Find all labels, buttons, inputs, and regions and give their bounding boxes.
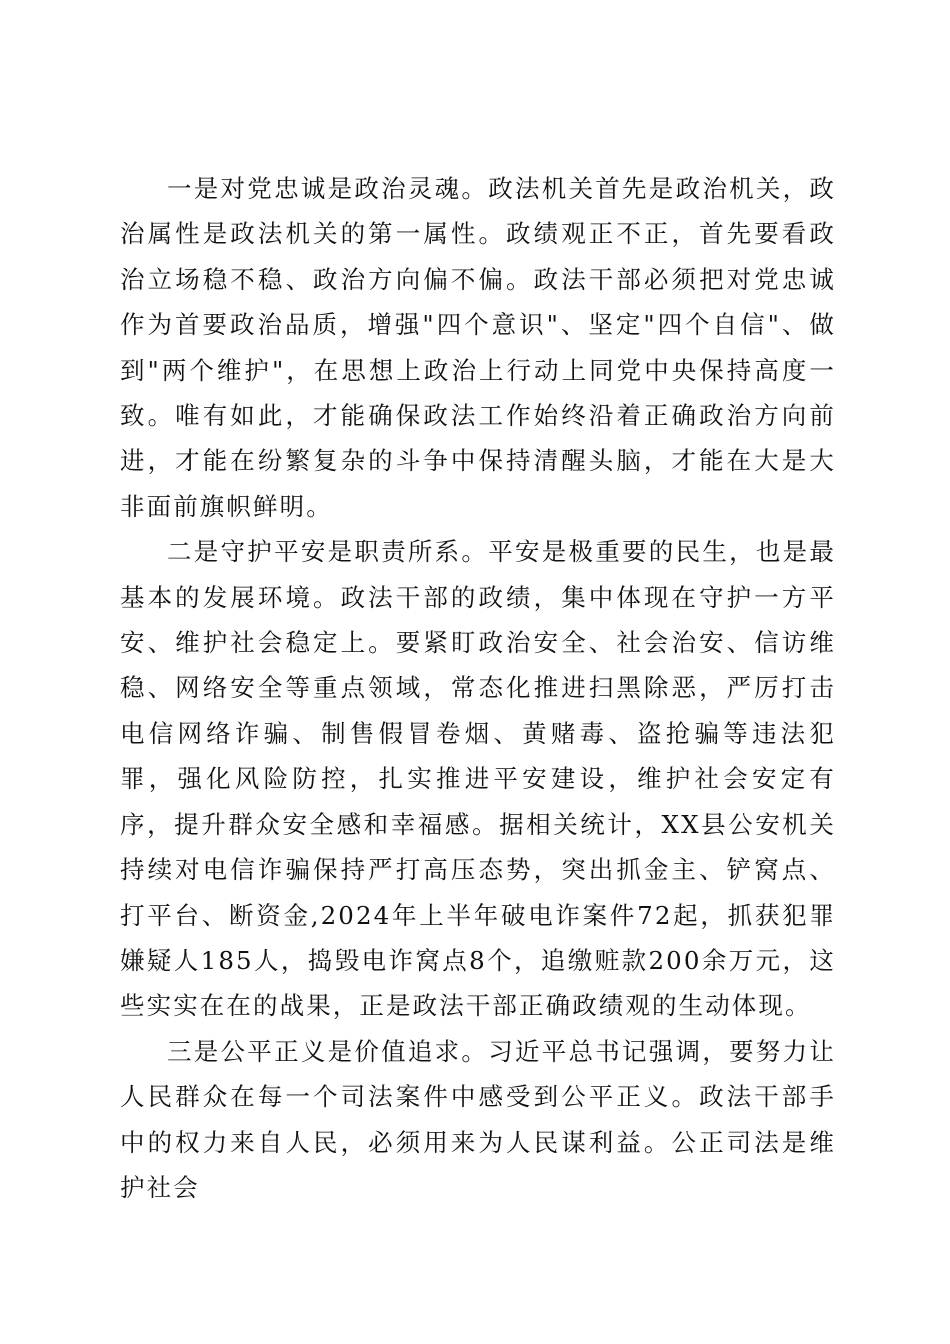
document-body bbox=[120, 166, 836, 1210]
paragraph-safeguarding-peace: 二是守护平安是职责所系。平安是极重要的民生，也是最基本的发展环境。政法干部的政绩，集中体现在守护一方平安、维护社会稳定上。要紧盯政治安全、社会治安、信访维稳、网络安全等重点领域，常态化推进扫黑除恶，严厉打击电信网络诈骗、制售假冒卷烟、黄赌毒、盗抢骗等违法犯罪，强化风险防控，扎实推进平安建设，维护社会安定有序，提升群众安全感和幸福感。据相关统计，XX县公安机关持续对电信诈骗保持严打高压态势，突出抓金主、铲窝点、打平台、断资金,2024年上半年破电诈案件72起，抓获犯罪嫌疑人185人，捣毁电诈窝点8个，追缴赃款200余万元，这些实实在在的战果，正是政法干部正确政绩观的生动体现。 bbox=[120, 537, 836, 1021]
paragraph-fairness-justice: 三是公平正义是价值追求。习近平总书记强调，要努力让人民群众在每一个司法案件中感受到公平正义。政法干部手中的权力来自人民，必须用来为人民谋利益。公正司法是维护社会 bbox=[120, 1036, 836, 1202]
paragraph-political-loyalty: 一是对党忠诚是政治灵魂。政法机关首先是政治机关，政治属性是政法机关的第一属性。政绩观正不正，首先要看政治立场稳不稳、政治方向偏不偏。政法干部必须把对党忠诚作为首要政治品质，增强"四个意识"、坚定"四个自信"、做到"两个维护"，在思想上政治上行动上同党中央保持高度一致。唯有如此，才能确保政法工作始终沿着正确政治方向前进，才能在纷繁复杂的斗争中保持清醒头脑，才能在大是大非面前旗帜鲜明。 bbox=[120, 174, 836, 521]
